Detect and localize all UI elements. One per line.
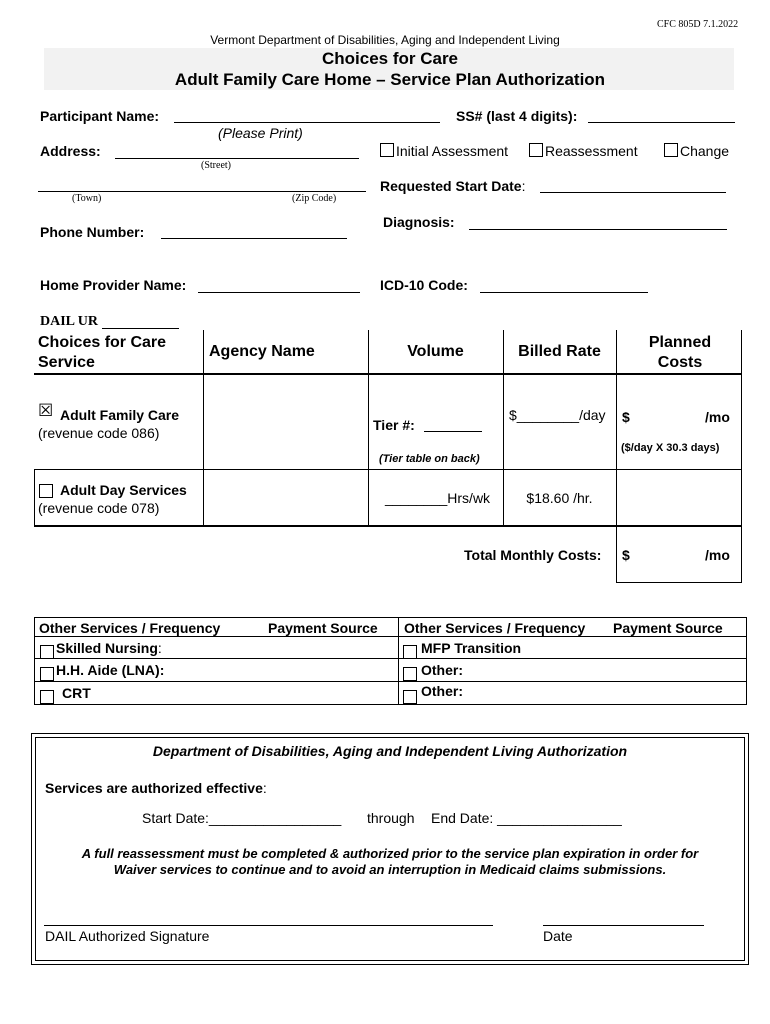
mfp-transition-checkbox[interactable] [403,645,417,659]
header-planned-costs: Planned Costs [648,334,712,371]
billed-rate-hr: $18.60 /hr. [526,490,593,506]
volume-hrs-wk[interactable]: ________Hrs/wk [385,490,491,506]
table-rule [34,373,742,375]
adult-family-care-checkbox[interactable]: ☒ [38,401,54,420]
skilled-nursing-colon: : [157,640,162,656]
table-rule [34,525,742,527]
page-subtitle: Adult Family Care Home – Service Plan Authorization [174,70,606,89]
table-rule [34,469,35,525]
reassessment-checkbox[interactable] [529,143,543,157]
table-rule [741,330,742,582]
hh-aide-label: H.H. Aide (LNA): [56,662,165,678]
diagnosis-input[interactable] [469,229,727,230]
header-volume: Volume [407,343,464,360]
page-title: Choices for Care [321,49,459,68]
change-checkbox[interactable] [664,143,678,157]
adult-day-services-checkbox[interactable] [39,484,53,498]
home-provider-label: Home Provider Name: [40,277,187,293]
other-header-right-service: Other Services / Frequency [404,620,586,636]
billed-rate-day[interactable]: $________/day [509,407,606,423]
crt-checkbox[interactable] [40,690,54,704]
auth-title: Department of Disabilities, Aging and Independent Living Authorization [152,743,628,759]
auth-start-date[interactable]: Start Date:_________________ [142,810,342,826]
please-print-note: (Please Print) [218,125,303,141]
hh-aide-checkbox[interactable] [40,667,54,681]
date-label: Date [543,928,573,944]
department-header: Vermont Department of Disabilities, Aging and Independent Living [210,33,560,47]
other-header-left-payment: Payment Source [268,620,378,636]
requested-start-date-colon: : [521,178,526,194]
table-rule [34,469,742,470]
signature-label: DAIL Authorized Signature [45,928,210,944]
participant-name-input[interactable] [174,122,440,123]
street-caption: (Street) [201,160,231,171]
initial-assessment-label: Initial Assessment [396,143,509,159]
crt-label: CRT [62,685,91,701]
table-rule [616,582,742,583]
other-rule [34,681,747,682]
table-rule [616,330,617,582]
dail-ur-input[interactable] [102,328,179,329]
auth-end-date[interactable]: End Date: ________________ [431,810,622,826]
header-billed-rate: Billed Rate [518,343,601,360]
diagnosis-label: Diagnosis: [383,214,455,230]
planned-cost-mo: /mo [705,409,730,425]
other-2-checkbox[interactable] [403,690,417,704]
requested-start-date-label [380,178,525,194]
icd10-input[interactable] [480,292,648,293]
auth-effective-label: Services are authorized effective [45,780,263,796]
address-label: Address: [40,143,101,159]
skilled-nursing-checkbox[interactable] [40,645,54,659]
adult-family-care-label: Adult Family Care [60,407,180,423]
tier-input[interactable] [424,431,482,432]
dail-ur-label: DAIL UR [40,314,98,329]
other-header-right-payment: Payment Source [613,620,723,636]
table-rule [203,330,204,525]
other-rule [34,658,747,659]
header-service: Choices for Care Service [38,334,167,371]
participant-name-label: Participant Name: [40,108,160,124]
change-label: Change [680,143,730,159]
signature-input[interactable] [44,925,493,926]
initial-assessment-checkbox[interactable] [380,143,394,157]
total-monthly-costs-label: Total Monthly Costs: [464,547,602,563]
street-input[interactable] [115,158,359,159]
auth-effective-colon: : [262,780,267,796]
total-mo: /mo [705,547,730,563]
other-rule [398,617,399,705]
auth-note-line1: A full reassessment must be completed & authorized prior to the service plan expiration in order for [81,846,699,861]
planned-cost-calc: ($/day X 30.3 days) [621,442,720,454]
requested-start-date-input[interactable] [540,192,726,193]
other-header-left-service: Other Services / Frequency [39,620,221,636]
form-code: CFC 805D 7.1.2022 [657,19,739,30]
tier-label: Tier #: [373,417,415,433]
date-input[interactable] [543,925,704,926]
phone-input[interactable] [161,238,347,239]
revenue-code-086: (revenue code 086) [38,425,160,441]
other-2-label: Other: [421,683,463,699]
header-agency: Agency Name [209,343,315,360]
revenue-code-078: (revenue code 078) [38,500,160,516]
mfp-transition-label: MFP Transition [421,640,522,656]
town-zip-input[interactable] [38,191,366,192]
total-dollar: $ [622,547,630,563]
other-1-label: Other: [421,662,463,678]
planned-cost-dollar: $ [622,409,630,425]
reassessment-label: Reassessment [545,143,638,159]
ss-label: SS# (last 4 digits): [456,108,578,124]
icd10-label: ICD-10 Code: [380,277,468,293]
adult-day-services-label: Adult Day Services [60,482,187,498]
skilled-nursing-label: Skilled Nursing [56,640,158,656]
other-rule [34,636,747,637]
auth-through: through [367,810,415,826]
ss-input[interactable] [588,122,735,123]
phone-label: Phone Number: [40,224,145,240]
requested-start-date-text: Requested Start Date [380,178,522,194]
zip-caption: (Zip Code) [292,193,337,204]
other-1-checkbox[interactable] [403,667,417,681]
town-caption: (Town) [72,193,102,204]
home-provider-input[interactable] [198,292,360,293]
tier-note: (Tier table on back) [379,453,480,465]
auth-note-line2: Waiver services to continue and to avoid an interruption in Medicaid claims submissions. [113,862,667,877]
